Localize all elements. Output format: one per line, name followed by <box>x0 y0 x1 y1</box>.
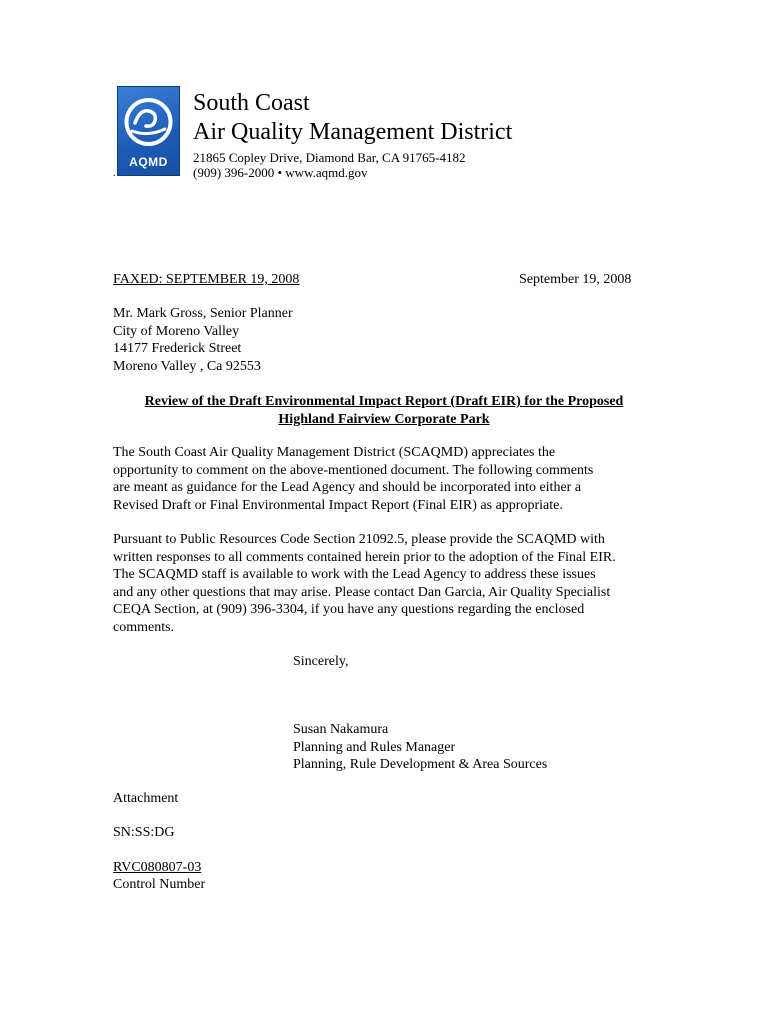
paragraph-line: Revised Draft or Final Environmental Impact Report (Final EIR) as appropriate. <box>113 497 563 513</box>
closing: Sincerely, <box>293 654 349 669</box>
signer-title: Planning and Rules Manager <box>293 739 456 755</box>
logo-label: AQMD <box>129 155 168 169</box>
letter-date: September 19, 2008 <box>519 272 632 287</box>
initials: SN:SS:DG <box>113 825 175 840</box>
org-address: 21865 Copley Drive, Diamond Bar, CA 91765-4182 <box>193 150 466 165</box>
aqmd-emblem-icon <box>122 93 175 151</box>
recipient-line: City of Moreno Valley <box>113 323 240 339</box>
signature-block <box>293 721 547 774</box>
subject-heading <box>113 393 655 428</box>
paragraph-line: The South Coast Air Quality Management District (SCAQMD) appreciates the <box>113 445 556 460</box>
faxed-line: FAXED: SEPTEMBER 19, 2008 <box>113 272 300 287</box>
recipient-address <box>113 305 293 375</box>
control-number-label: Control Number <box>113 877 206 892</box>
subject-line: Review of the Draft Environmental Impact Report (Draft EIR) for the Proposed <box>144 394 624 409</box>
paragraph-line: Pursuant to Public Resources Code Section 21092.5, please provide the SCAQMD with <box>113 532 605 547</box>
org-contact: (909) 396-2000 • www.aqmd.gov <box>193 165 368 180</box>
paragraph-line: The SCAQMD staff is available to work with the Lead Agency to address these issues <box>113 567 596 582</box>
aqmd-logo <box>117 86 180 176</box>
subject-line: Highland Fairview Corporate Park <box>278 411 490 427</box>
paragraph-line: CEQA Section, at (909) 396-3304, if you have any questions regarding the enclosed <box>113 602 585 617</box>
paragraph-line: comments. <box>113 619 175 635</box>
paragraph-line: are meant as guidance for the Lead Agency and should be incorporated into either a <box>113 480 582 495</box>
org-name-line1: South Coast <box>193 90 310 116</box>
signer-name: Susan Nakamura <box>293 722 389 737</box>
paragraph-line: written responses to all comments contained herein prior to the adoption of the Final EIR. <box>113 549 616 565</box>
recipient-line: Moreno Valley , Ca 92553 <box>113 358 261 374</box>
body-paragraph-1 <box>113 444 658 514</box>
paragraph-line: opportunity to comment on the above-mentioned document. The following comments <box>113 462 594 478</box>
stray-mark: . <box>113 168 116 179</box>
attachment-note: Attachment <box>113 791 179 806</box>
paragraph-line: and any other questions that may arise. Please contact Dan Garcia, Air Quality Specialist <box>113 584 611 600</box>
signer-department: Planning, Rule Development & Area Sources <box>293 757 548 772</box>
recipient-line: Mr. Mark Gross, Senior Planner <box>113 306 293 321</box>
body-paragraph-2 <box>113 531 658 636</box>
control-number: RVC080807-03 <box>113 860 202 875</box>
org-name-line2: Air Quality Management District <box>193 119 513 145</box>
recipient-line: 14177 Frederick Street <box>113 341 242 356</box>
